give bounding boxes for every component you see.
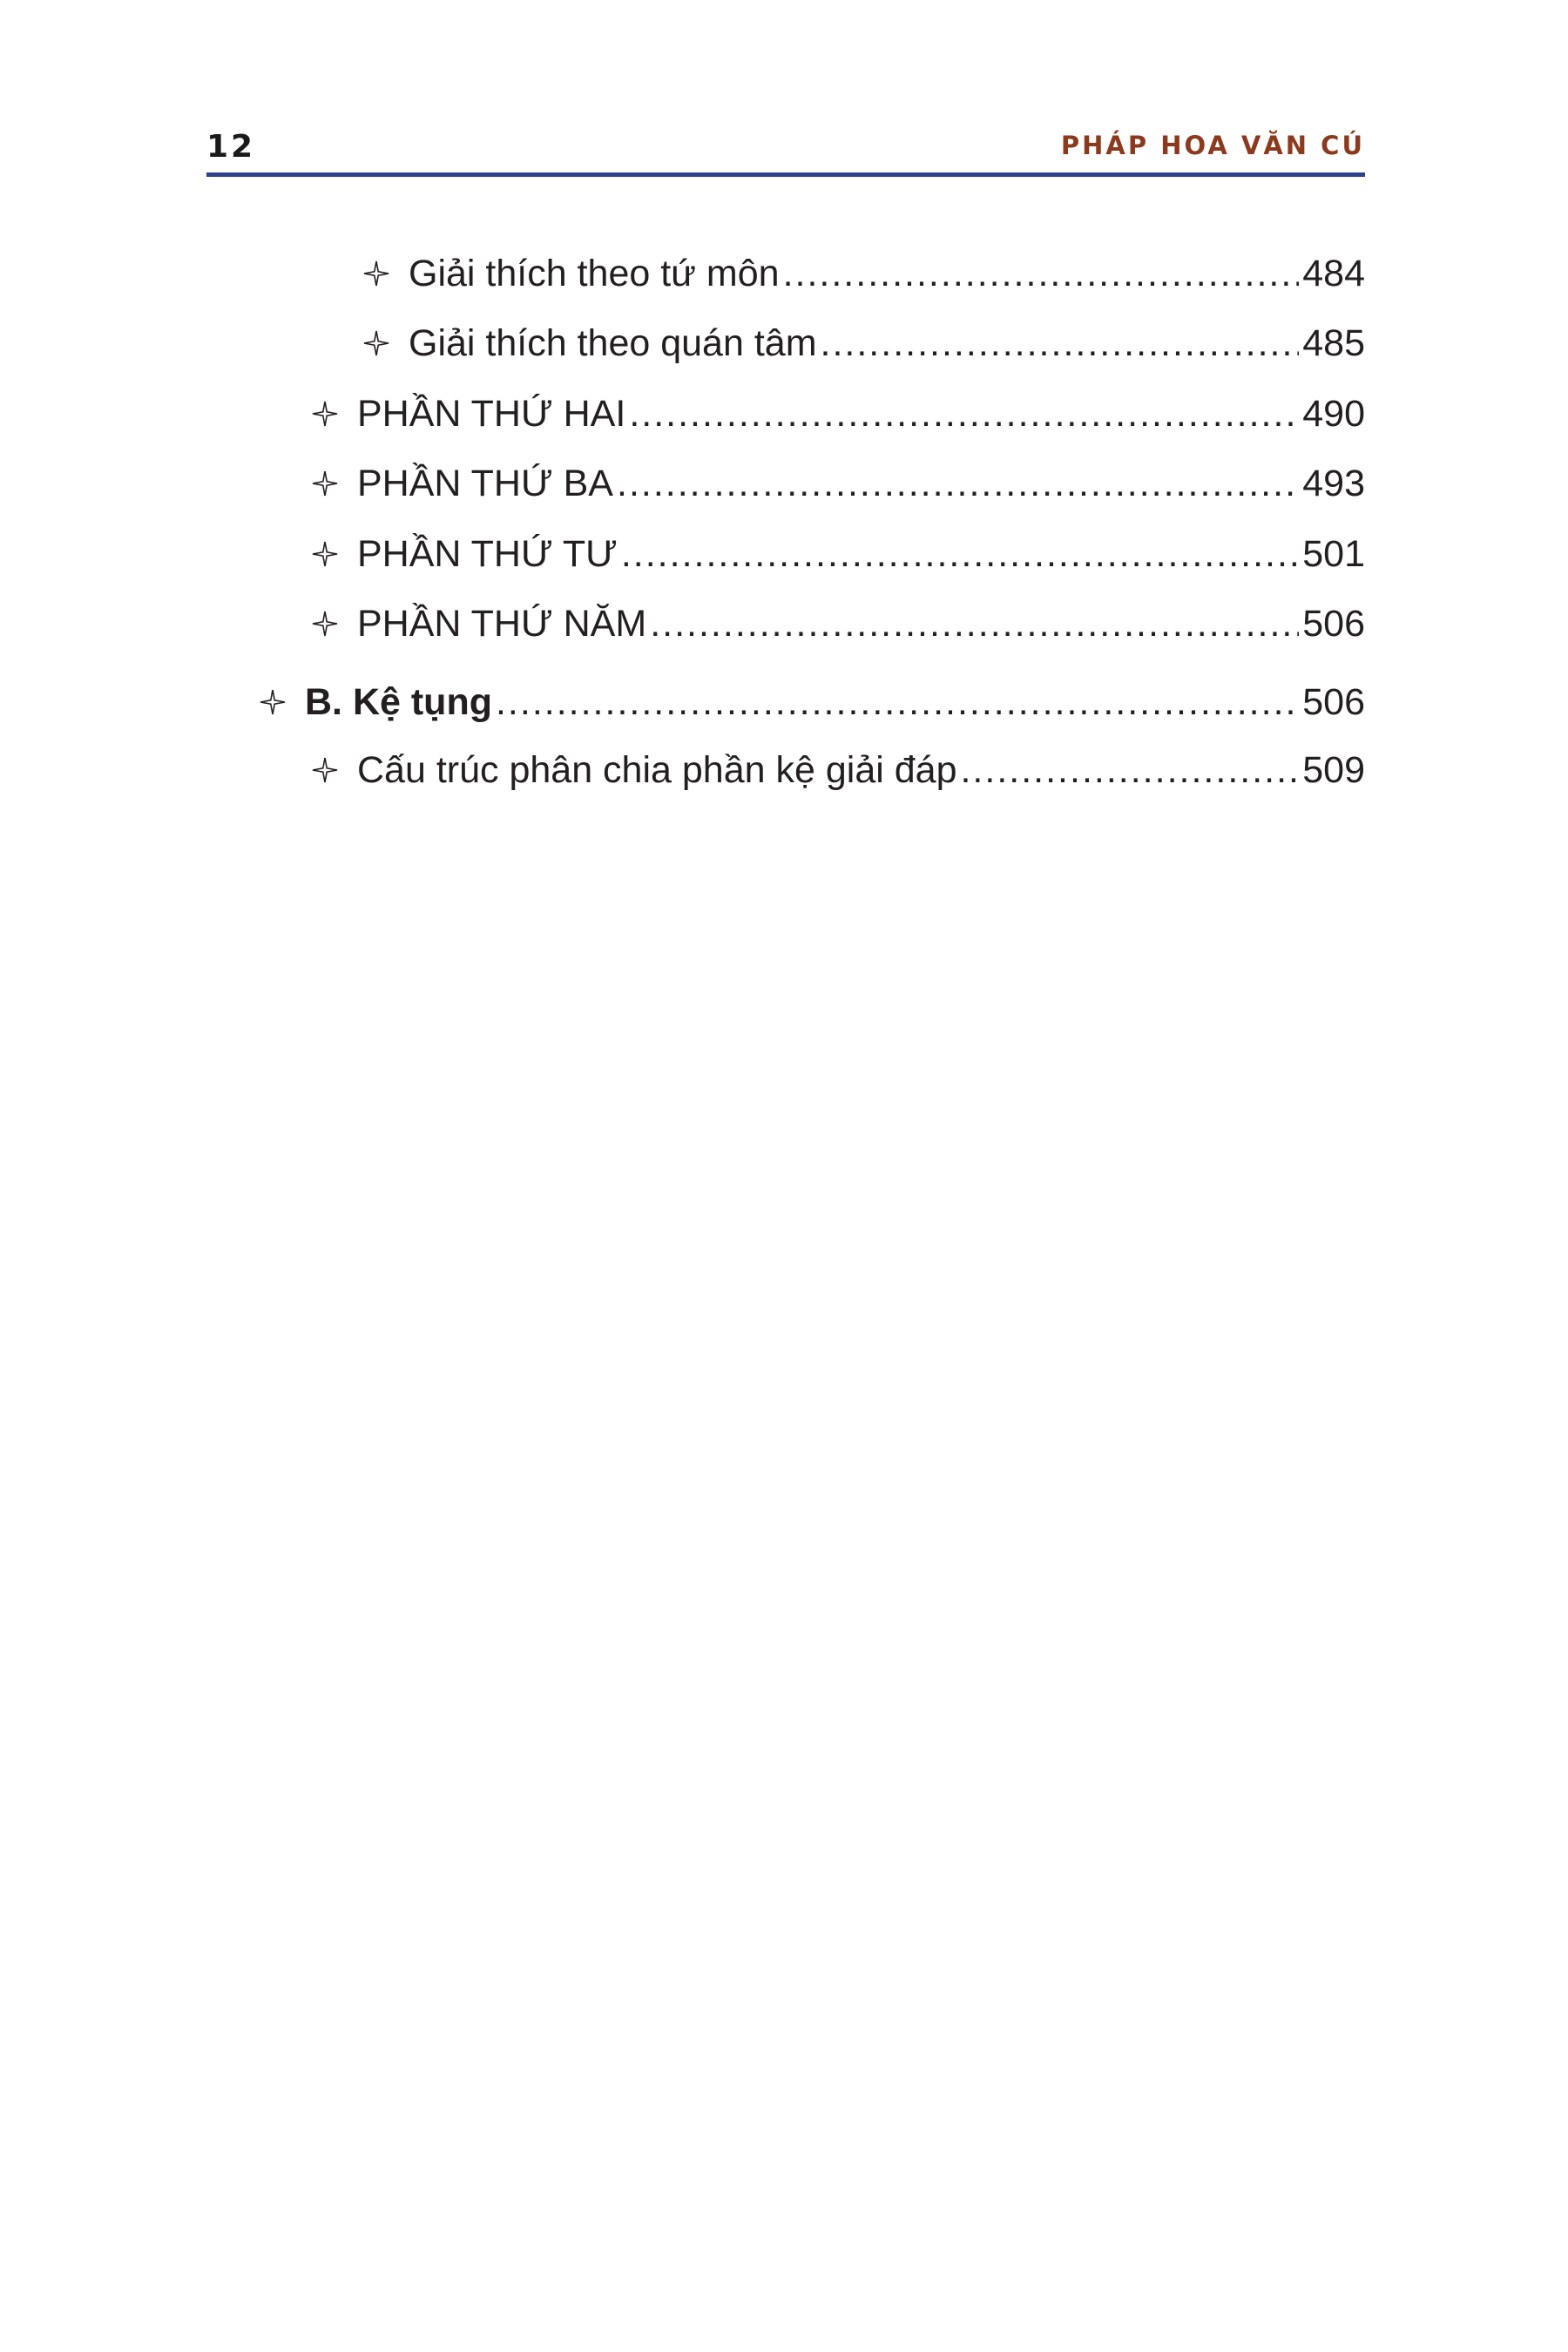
toc-entry-page: 509 <box>1302 749 1365 791</box>
toc-entry-page: 501 <box>1302 533 1365 575</box>
toc-entry[interactable] <box>363 249 1365 298</box>
toc-entry-label: PHẦN THỨ NĂM <box>357 603 647 645</box>
leader-dots <box>650 599 1299 648</box>
toc-entry-label: Giải thích theo tứ môn <box>409 253 780 294</box>
four-point-star-icon <box>312 541 338 567</box>
page-header <box>206 122 1365 174</box>
four-point-star-icon <box>312 611 338 637</box>
page-number: 12 <box>206 129 256 165</box>
four-point-star-icon <box>312 470 338 497</box>
toc-entry-page: 490 <box>1302 393 1365 435</box>
leader-dots <box>783 249 1300 298</box>
leader-dots <box>821 319 1300 368</box>
four-point-star-icon <box>260 689 286 715</box>
toc-entry-label: PHẦN THỨ HAI <box>357 393 626 435</box>
leader-dots <box>621 530 1299 578</box>
toc-entry-label: Giải thích theo quán tâm <box>409 322 817 364</box>
toc-entry[interactable] <box>312 746 1365 794</box>
four-point-star-icon <box>312 401 338 427</box>
toc-entry[interactable] <box>363 319 1365 368</box>
leader-dots <box>960 746 1299 794</box>
leader-dots <box>617 459 1299 508</box>
toc-entry-page: 506 <box>1302 681 1365 723</box>
toc-entry[interactable] <box>312 530 1365 578</box>
toc-entry-page: 485 <box>1302 322 1365 364</box>
toc-entry-page: 484 <box>1302 253 1365 294</box>
four-point-star-icon <box>363 260 389 287</box>
toc-entry-label: B. Kệ tụng <box>305 681 492 723</box>
toc-entry-label: PHẦN THỨ BA <box>357 463 613 504</box>
toc-entry-label: PHẦN THỨ TƯ <box>357 533 618 575</box>
header-rule <box>206 172 1365 177</box>
toc-entry[interactable] <box>260 678 1365 727</box>
toc-entry[interactable] <box>312 459 1365 508</box>
leader-dots <box>496 678 1299 727</box>
toc-entry-page: 506 <box>1302 603 1365 645</box>
toc-entry[interactable] <box>312 599 1365 648</box>
four-point-star-icon <box>312 757 338 783</box>
leader-dots <box>629 389 1299 438</box>
four-point-star-icon <box>363 330 389 356</box>
toc-entry-label: Cấu trúc phân chia phần kệ giải đáp <box>357 749 957 791</box>
toc-entry-page: 493 <box>1302 463 1365 504</box>
running-title: PHÁP HOA VĂN CÚ <box>1060 131 1365 160</box>
toc-entry[interactable] <box>312 389 1365 438</box>
